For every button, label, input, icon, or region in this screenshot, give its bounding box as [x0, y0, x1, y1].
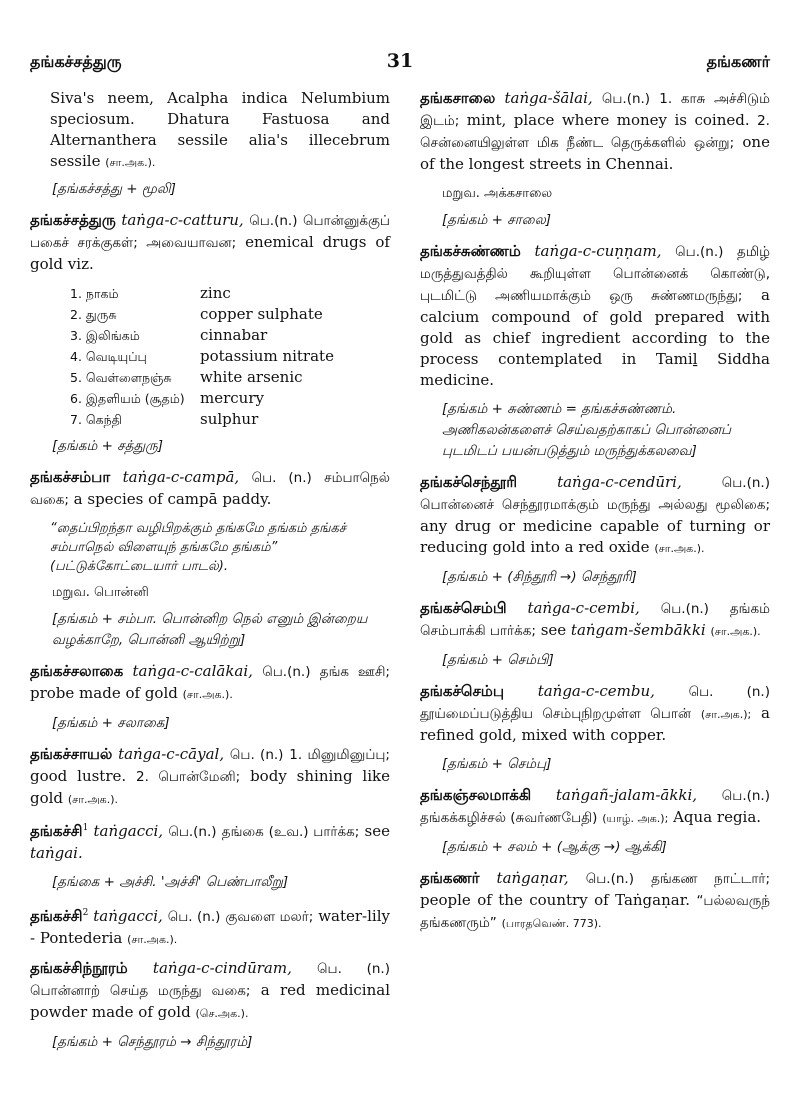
- etymology: [தங்கம் + சம்பா. பொன்னிற நெல் எனும் இன்றைய வழக்காறே, பொன்னி ஆயிற்று]: [52, 611, 368, 648]
- part-of-speech: பெ.(n.): [585, 871, 634, 887]
- source-abbrev: (சா.அக.).: [654, 542, 705, 555]
- transliteration: taṅga-c-cendūri,: [557, 473, 682, 491]
- tamil-definition: தங்கக்கழிச்சல் (சுவர்ணபேதி): [420, 810, 598, 826]
- list-item: 2. துருசு copper sulphate: [70, 305, 323, 323]
- running-head: [30, 46, 770, 76]
- headword: தங்கச்சி: [30, 822, 83, 840]
- source-abbrev: (சா.அக.).: [105, 156, 156, 169]
- part-of-speech: பெ.(n.): [262, 664, 311, 680]
- part-of-speech: பெ. (n.): [251, 470, 312, 486]
- transliteration: taṅgacci,: [93, 907, 163, 925]
- quotation: “தைப்பிறந்தா வழிபிறக்கும் தங்கமே தங்கம் தங்கச் சம்பாநெல் விளையுந் தங்கமே தங்கம்” (பட்டுக்கோட்டையார் பாடல்).: [50, 521, 347, 574]
- drug-list: [30, 283, 390, 430]
- english-definition: a refined gold, mixed with copper.: [420, 704, 770, 744]
- etymology: [தங்கச்சத்து + மூலி]: [52, 181, 176, 197]
- tamil-definition: 2. பொன்மேனி;: [136, 769, 241, 785]
- source-abbrev: (யாழ். அக.);: [602, 812, 669, 825]
- tamil-definition: தூய்மைப்படுத்திய செம்புநிறமுள்ள பொன்: [420, 706, 691, 722]
- english-definition: Aqua regia.: [673, 808, 762, 826]
- tamil-definition: குவளை மலர்;: [225, 909, 314, 925]
- headword: தங்கச்செம்பு: [420, 682, 505, 700]
- tamil-definition: தங்கை (உவ.) பார்க்க;: [221, 824, 360, 840]
- right-column: [420, 88, 770, 942]
- english-definition: a species of campā paddy.: [73, 490, 272, 508]
- list-item: 3. இலிங்கம் cinnabar: [70, 326, 268, 344]
- part-of-speech: பெ. (n.): [317, 961, 390, 977]
- part-of-speech: பெ. (n.): [229, 747, 284, 763]
- homonym-number: 1: [82, 823, 89, 833]
- part-of-speech: பெ. (n.): [688, 684, 770, 700]
- transliteration: taṅga-c-catturu,: [121, 211, 244, 229]
- list-item: 1. நாகம் zinc: [70, 284, 231, 302]
- list-item: 5. வெள்ளைநஞ்சு white arsenic: [70, 368, 303, 386]
- headword: தங்கச்சத்துரு: [30, 211, 116, 229]
- list-item: 6. இதளியம் (சூதம்) mercury: [70, 389, 264, 407]
- english-definition: see: [540, 621, 567, 639]
- english-definition: one of the longest streets in Chennai.: [420, 133, 770, 173]
- tamil-definition: தங்கம் செம்பாக்கி பார்க்க;: [420, 601, 770, 639]
- transliteration: taṅga-c-cuṇṇam,: [534, 242, 662, 260]
- dictionary-entry: [420, 598, 770, 642]
- source-abbrev: (சா.அக.).: [127, 933, 178, 946]
- etymology: [தங்கை + அச்சி. 'அச்சி' பெண்பாலீறு]: [52, 874, 289, 890]
- dictionary-entry: [30, 958, 390, 1024]
- tamil-definition: சம்பாநெல் வகை;: [30, 470, 390, 508]
- source-abbrev: (சா.அக.).: [67, 793, 118, 806]
- etymology: [தங்கம் + செம்பு]: [442, 756, 552, 772]
- cross-reference: taṅgam-šembākki: [570, 621, 706, 639]
- headword: தங்கஞ்சலமாக்கி: [420, 786, 532, 804]
- dictionary-entry: [30, 661, 390, 705]
- headword: தங்கச்செம்பி: [420, 599, 507, 617]
- left-column: [30, 88, 390, 1063]
- synonym-note: மறுவ. பொன்னி: [52, 585, 149, 600]
- tamil-definition: 1. காசு அச்சிடும் இடம்;: [420, 91, 770, 129]
- quotation-source: (பட்டுக்கோட்டையார் பாடல்).: [50, 559, 229, 574]
- headword: தங்கச்சலாகை: [30, 662, 124, 680]
- part-of-speech: பெ.(n.): [660, 601, 709, 617]
- headword: தங்கச்சம்பா: [30, 468, 111, 486]
- quotation-source: (பாரதவெண். 773).: [501, 917, 602, 930]
- headword: தங்கசாலை: [420, 89, 496, 107]
- etymology: [தங்கம் + சத்துரு]: [52, 438, 164, 454]
- headword: தங்கச்சிந்நூரம்: [30, 959, 128, 977]
- transliteration: taṅga-c-cāyal,: [118, 745, 225, 763]
- dictionary-entry: [420, 681, 770, 746]
- dictionary-entry: [420, 88, 770, 175]
- part-of-speech: பெ.(n.): [721, 788, 770, 804]
- english-definition: any drug or medicine capable of turning or reducing gold into a red oxide: [420, 517, 770, 556]
- tamil-definition: பொன்னைச் செந்தூரமாக்கும் மருந்து அல்லது மூலிகை;: [420, 497, 770, 513]
- transliteration: taṅga-c-calākai,: [132, 662, 253, 680]
- english-definition: a calcium compound of gold prepared with gold as chief ingredient according to the process contemplated in Tamiḻ Siddha medicine.: [420, 286, 770, 389]
- dictionary-entry: [30, 210, 390, 275]
- transliteration: taṅga-c-cembu,: [537, 682, 655, 700]
- transliteration: taṅgaṇar,: [496, 869, 569, 887]
- continued-entry: [30, 88, 390, 173]
- tamil-definition: தமிழ் மருத்துவத்தில் கூறியுள்ள பொன்னைக் கொண்டு, புடமிட்டு அணியமாக்கும் ஒரு சுண்ணமருந்து;: [420, 244, 770, 304]
- source-abbrev: (சா.அக.);: [700, 708, 752, 721]
- transliteration: taṅga-c-cindūram,: [152, 959, 292, 977]
- continued-definition: Siva's neem, Acalpha indica Nelumbium speciosum. Dhatura Fastuosa and Alternanthera sessile alia's illecebrum sessile: [50, 89, 390, 170]
- transliteration: taṅgacci,: [93, 822, 164, 840]
- etymology: [தங்கம் + செந்தூரம் → சிந்தூரம்]: [52, 1034, 253, 1050]
- dictionary-entry: [30, 467, 390, 511]
- source-abbrev: (சா.அக.).: [710, 625, 761, 638]
- part-of-speech: பெ.(n.): [675, 244, 724, 260]
- headword: தங்கணர்: [420, 869, 480, 887]
- tamil-definition: பொன்னாற் செய்த மருந்து வகை;: [30, 983, 251, 999]
- headword: தங்கச்சாயல்: [30, 745, 113, 763]
- etymology: [தங்கம் + சலாகை]: [52, 715, 170, 731]
- synonym-note: மறுவ. அக்கசாலை: [442, 186, 553, 201]
- transliteration: taṅga-c-campā,: [122, 468, 240, 486]
- headword: தங்கச்சி: [30, 907, 83, 925]
- transliteration: taṅga-šālai,: [504, 89, 593, 107]
- source-abbrev: (செ.அக.).: [195, 1007, 249, 1020]
- dictionary-entry: [420, 472, 770, 559]
- page-number: 31: [386, 50, 414, 72]
- etymology: [தங்கம் + செம்பி]: [442, 652, 554, 668]
- part-of-speech: பெ.(n.): [721, 475, 770, 491]
- guide-word-right: தங்கணர்: [706, 52, 770, 71]
- english-definition: body shining like gold: [30, 767, 390, 807]
- part-of-speech: பெ.(n.): [601, 91, 651, 107]
- headword: தங்கச்செந்தூரி: [420, 473, 518, 491]
- english-definition: a red medicinal powder made of gold: [30, 981, 390, 1021]
- dictionary-entry: [30, 903, 390, 950]
- source-abbrev: (சா.அக.).: [182, 688, 233, 701]
- tamil-definition: தங்கண நாட்டார்;: [651, 871, 770, 887]
- list-item: 4. வெடியுப்பு potassium nitrate: [70, 347, 334, 365]
- etymology: [தங்கம் + (சிந்தூரி →) செந்தூரி]: [442, 569, 637, 585]
- part-of-speech: பெ. (n.): [167, 909, 221, 925]
- dictionary-entry: [30, 818, 390, 864]
- tamil-definition: தங்க ஊசி;: [319, 664, 390, 680]
- transliteration: taṅga-c-cembi,: [527, 599, 640, 617]
- cross-reference: taṅgai.: [30, 844, 83, 862]
- english-definition: probe made of gold: [30, 684, 178, 702]
- dictionary-entry: [30, 744, 390, 810]
- english-definition: people of the country of Taṅgaṇar.: [420, 891, 690, 909]
- etymology: [தங்கம் + சாலை]: [442, 212, 552, 228]
- dictionary-entry: [420, 785, 770, 829]
- list-item: 7. கெந்தி sulphur: [70, 410, 259, 428]
- quotation: “பல்லவருந் தங்கணரும்”: [420, 893, 770, 931]
- guide-word-left: தங்கச்சத்துரு: [30, 52, 122, 71]
- part-of-speech: பெ.(n.): [168, 824, 217, 840]
- headword: தங்கச்சுண்ணம்: [420, 242, 521, 260]
- etymology: [தங்கம் + சுண்ணம் = தங்கச்சுண்ணம். அணிகலன்களைச் செய்வதற்காகப் பொன்னைப் புடமிடப் பயன்படுத்தும் மருந்துக்கலவை]: [442, 401, 732, 459]
- english-definition: enemical drugs of gold viz.: [30, 233, 390, 273]
- transliteration: taṅgañ-jalam-ākki,: [555, 786, 698, 804]
- dictionary-entry: [420, 868, 770, 934]
- english-definition: see: [364, 822, 390, 840]
- etymology: [தங்கம் + சலம் + (ஆக்கு →) ஆக்கி]: [442, 839, 667, 855]
- tamil-definition: 2. சென்னையிலுள்ள மிக நீண்ட தெருக்களில் ஒன்று;: [420, 113, 770, 151]
- homonym-number: 2: [82, 908, 89, 918]
- english-definition: good lustre.: [30, 767, 127, 785]
- part-of-speech: பெ.(n.): [249, 213, 298, 229]
- english-definition: mint, place where money is coined.: [466, 111, 750, 129]
- dictionary-entry: [420, 241, 770, 391]
- tamil-definition: 1. மினுமினுப்பு;: [289, 747, 390, 763]
- tamil-definition: பொன்னுக்குப் பகைச் சரக்குகள்; அவையாவன;: [30, 213, 390, 251]
- english-definition: water-lily - Pontederia: [30, 907, 390, 947]
